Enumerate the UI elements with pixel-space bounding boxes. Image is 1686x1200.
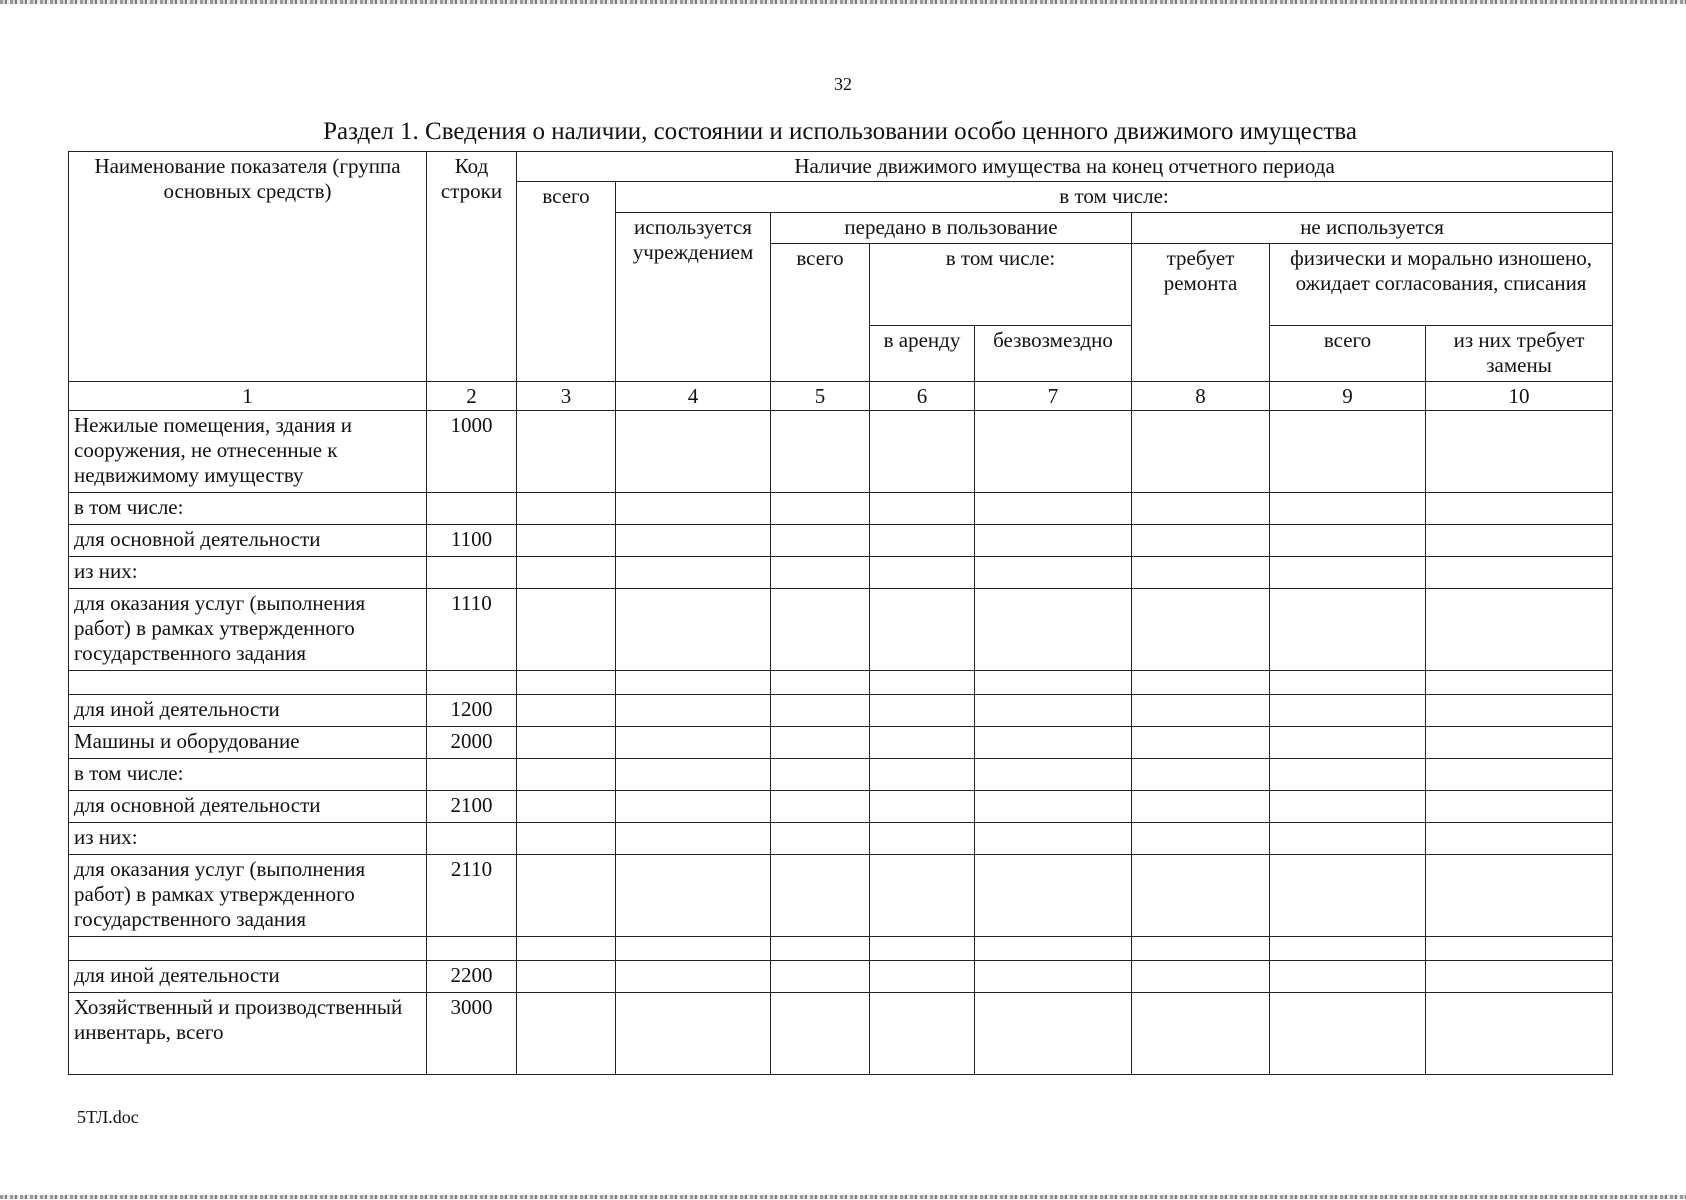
row-name: из них: <box>69 557 427 589</box>
table-cell <box>870 961 975 993</box>
table-cell <box>1132 937 1270 961</box>
table-cell <box>975 671 1132 695</box>
table-cell <box>616 695 771 727</box>
header-indicator-name: Наименование показателя (группа основных средств) <box>69 152 427 382</box>
header-line-code: Код строки <box>427 152 517 382</box>
table-cell <box>616 855 771 937</box>
row-name: в том числе: <box>69 493 427 525</box>
column-number: 4 <box>616 382 771 411</box>
table-cell <box>1426 759 1613 791</box>
header-used-by-institution: используется учреждением <box>616 213 771 382</box>
table-cell <box>1132 823 1270 855</box>
table-cell <box>1270 937 1426 961</box>
header-including: в том числе: <box>616 182 1613 213</box>
table-cell <box>1426 993 1613 1075</box>
table-cell <box>975 961 1132 993</box>
table-cell <box>771 727 870 759</box>
table-cell <box>1426 411 1613 493</box>
table-cell <box>1270 589 1426 671</box>
row-code <box>427 671 517 695</box>
column-numbers-row <box>69 382 1613 411</box>
table-cell <box>616 411 771 493</box>
header-transferred-total: всего <box>771 244 870 382</box>
table-cell <box>1426 791 1613 823</box>
table-row <box>69 727 1613 759</box>
table-cell <box>517 937 616 961</box>
table-cell <box>975 493 1132 525</box>
table-cell <box>870 727 975 759</box>
row-code: 1200 <box>427 695 517 727</box>
table-cell <box>1426 589 1613 671</box>
table-cell <box>870 937 975 961</box>
table-cell <box>517 525 616 557</box>
row-name: для оказания услуг (выполнения работ) в рамках утвержденного государственного задания <box>69 589 427 671</box>
scan-edge-bottom <box>0 1195 1686 1199</box>
table-cell <box>1426 493 1613 525</box>
table-cell <box>1132 961 1270 993</box>
table-cell <box>1132 993 1270 1075</box>
row-code: 3000 <box>427 993 517 1075</box>
table-cell <box>1132 411 1270 493</box>
table-cell <box>1426 557 1613 589</box>
row-code: 1110 <box>427 589 517 671</box>
table-cell <box>771 791 870 823</box>
row-code: 1100 <box>427 525 517 557</box>
column-number: 1 <box>69 382 427 411</box>
table-cell <box>1132 525 1270 557</box>
row-code: 1000 <box>427 411 517 493</box>
table-cell <box>1132 671 1270 695</box>
table-cell <box>975 759 1132 791</box>
table-cell <box>517 727 616 759</box>
table-cell <box>1270 993 1426 1075</box>
table-cell <box>870 993 975 1075</box>
column-number: 5 <box>771 382 870 411</box>
table-cell <box>616 759 771 791</box>
table-cell <box>1132 695 1270 727</box>
table-cell <box>1270 759 1426 791</box>
page-number: 32 <box>834 74 852 94</box>
table-row <box>69 759 1613 791</box>
table-cell <box>517 695 616 727</box>
table-cell <box>1426 937 1613 961</box>
table-cell <box>1426 855 1613 937</box>
table-cell <box>517 493 616 525</box>
table-cell <box>1270 493 1426 525</box>
column-number: 6 <box>870 382 975 411</box>
table-cell <box>517 823 616 855</box>
table-cell <box>1426 525 1613 557</box>
row-code <box>427 759 517 791</box>
table-cell <box>1426 961 1613 993</box>
table-cell <box>771 937 870 961</box>
table-cell <box>870 759 975 791</box>
header-availability: Наличие движимого имущества на конец отчетного периода <box>517 152 1613 182</box>
table-cell <box>1270 695 1426 727</box>
table-row <box>69 493 1613 525</box>
table-cell <box>517 791 616 823</box>
table-cell <box>870 823 975 855</box>
table-cell <box>1426 695 1613 727</box>
table-cell <box>771 411 870 493</box>
row-code <box>427 937 517 961</box>
table-row <box>69 937 1613 961</box>
header-free-of-charge: безвозмездно <box>975 326 1132 382</box>
table-body <box>69 411 1613 1075</box>
table-row <box>69 855 1613 937</box>
table-cell <box>870 525 975 557</box>
table-cell <box>771 759 870 791</box>
table-cell <box>771 993 870 1075</box>
table-cell <box>616 937 771 961</box>
column-number: 2 <box>427 382 517 411</box>
table-cell <box>616 671 771 695</box>
column-number: 10 <box>1426 382 1613 411</box>
table-row <box>69 589 1613 671</box>
table-cell <box>771 823 870 855</box>
table-cell <box>1270 525 1426 557</box>
table-cell <box>1270 411 1426 493</box>
table-cell <box>771 855 870 937</box>
header-for-rent: в аренду <box>870 326 975 382</box>
table-cell <box>517 961 616 993</box>
table-cell <box>975 589 1132 671</box>
table-cell <box>771 589 870 671</box>
table-cell <box>517 671 616 695</box>
table-row <box>69 671 1613 695</box>
column-number: 8 <box>1132 382 1270 411</box>
table-cell <box>1270 961 1426 993</box>
table-cell <box>771 695 870 727</box>
table-cell <box>1426 727 1613 759</box>
row-code: 2100 <box>427 791 517 823</box>
table-cell <box>1132 791 1270 823</box>
table-cell <box>616 961 771 993</box>
table-cell <box>771 671 870 695</box>
table-cell <box>870 493 975 525</box>
table-cell <box>616 557 771 589</box>
header-transferred-including: в том числе: <box>870 244 1132 326</box>
table-cell <box>870 411 975 493</box>
header-worn-out: физически и морально изношено, ожидает согласования, списания <box>1270 244 1613 326</box>
table-cell <box>975 791 1132 823</box>
scan-edge-top <box>0 0 1686 4</box>
table-cell <box>517 993 616 1075</box>
column-number: 3 <box>517 382 616 411</box>
row-name: для иной деятельности <box>69 695 427 727</box>
table-cell <box>1132 493 1270 525</box>
table-cell <box>771 961 870 993</box>
row-name: Хозяйственный и производственный инвентарь, всего <box>69 993 427 1075</box>
header-requires-replacement: из них требует замены <box>1426 326 1613 382</box>
header-requires-repair: требует ремонта <box>1132 244 1270 382</box>
table-cell <box>870 557 975 589</box>
header-transferred-for-use: передано в пользование <box>771 213 1132 244</box>
header-worn-total: всего <box>1270 326 1426 382</box>
row-name: в том числе: <box>69 759 427 791</box>
row-code: 2000 <box>427 727 517 759</box>
table-cell <box>1132 727 1270 759</box>
row-code: 2110 <box>427 855 517 937</box>
file-name: 5ТЛ.doc <box>77 1107 139 1127</box>
table-cell <box>1270 791 1426 823</box>
table-row <box>69 961 1613 993</box>
table-cell <box>870 671 975 695</box>
property-table <box>68 151 1613 1075</box>
row-name: Машины и оборудование <box>69 727 427 759</box>
table-cell <box>616 993 771 1075</box>
table-cell <box>975 557 1132 589</box>
header-total: всего <box>517 182 616 382</box>
column-number: 9 <box>1270 382 1426 411</box>
table-cell <box>616 525 771 557</box>
table-cell <box>975 855 1132 937</box>
table-cell <box>975 823 1132 855</box>
row-name <box>69 937 427 961</box>
table-cell <box>975 993 1132 1075</box>
table-cell <box>1426 823 1613 855</box>
table-cell <box>975 727 1132 759</box>
table-cell <box>1270 557 1426 589</box>
row-code <box>427 493 517 525</box>
table-row <box>69 695 1613 727</box>
table-cell <box>771 525 870 557</box>
table-cell <box>771 493 870 525</box>
table-cell <box>975 937 1132 961</box>
table-row <box>69 993 1613 1075</box>
table-header <box>69 152 1613 411</box>
table-cell <box>517 411 616 493</box>
table-cell <box>870 791 975 823</box>
table-cell <box>517 855 616 937</box>
table-cell <box>1270 855 1426 937</box>
row-code: 2200 <box>427 961 517 993</box>
row-name: из них: <box>69 823 427 855</box>
table-row <box>69 791 1613 823</box>
table-cell <box>616 727 771 759</box>
row-name <box>69 671 427 695</box>
table-cell <box>1426 671 1613 695</box>
table-cell <box>517 557 616 589</box>
table-cell <box>1132 855 1270 937</box>
table-cell <box>517 759 616 791</box>
row-code <box>427 557 517 589</box>
row-name: для оказания услуг (выполнения работ) в рамках утвержденного государственного задания <box>69 855 427 937</box>
table-cell <box>975 525 1132 557</box>
table-cell <box>616 589 771 671</box>
table-cell <box>616 823 771 855</box>
header-not-used: не используется <box>1132 213 1613 244</box>
table-cell <box>1270 727 1426 759</box>
table-cell <box>870 695 975 727</box>
table-cell <box>870 589 975 671</box>
table-cell <box>771 557 870 589</box>
row-name: для основной деятельности <box>69 525 427 557</box>
column-number: 7 <box>975 382 1132 411</box>
table-cell <box>1132 759 1270 791</box>
table-cell <box>616 791 771 823</box>
table-cell <box>870 855 975 937</box>
table-row <box>69 823 1613 855</box>
row-name: Нежилые помещения, здания и сооружения, не отнесенные к недвижимому имуществу <box>69 411 427 493</box>
table-cell <box>975 695 1132 727</box>
table-row <box>69 411 1613 493</box>
table-cell <box>1270 671 1426 695</box>
table-row <box>69 557 1613 589</box>
table-row <box>69 525 1613 557</box>
row-code <box>427 823 517 855</box>
table-cell <box>1270 823 1426 855</box>
row-name: для основной деятельности <box>69 791 427 823</box>
table-cell <box>975 411 1132 493</box>
row-name: для иной деятельности <box>69 961 427 993</box>
table-cell <box>1132 589 1270 671</box>
section-title: Раздел 1. Сведения о наличии, состоянии и использовании особо ценного движимого имущества <box>323 118 1357 145</box>
table-cell <box>1132 557 1270 589</box>
table-cell <box>517 589 616 671</box>
table-cell <box>616 493 771 525</box>
